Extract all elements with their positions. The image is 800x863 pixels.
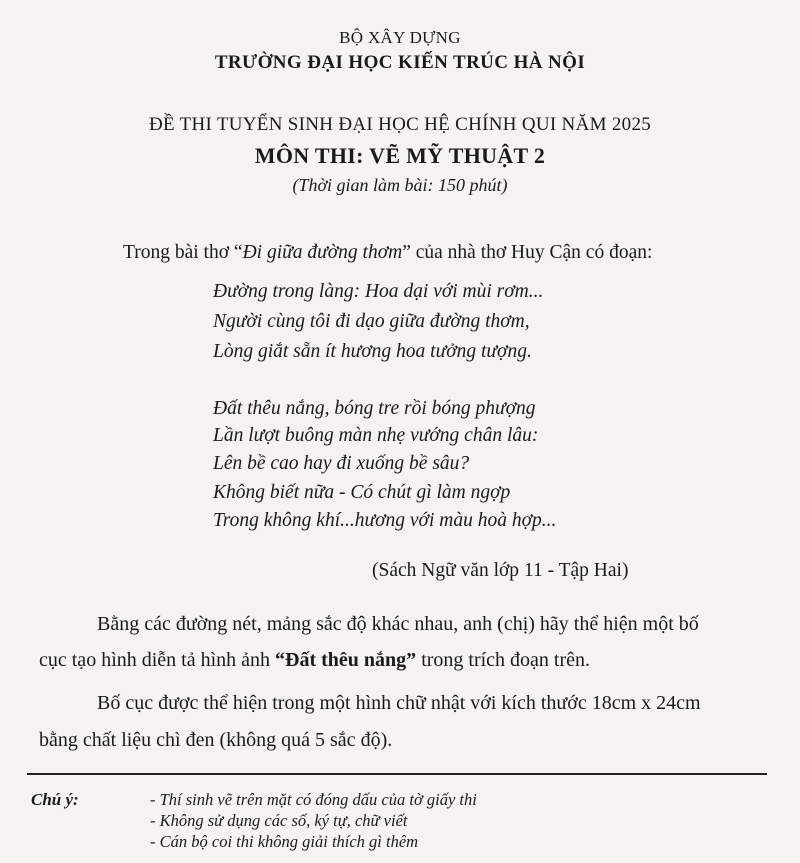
task-text: trong trích đoạn trên.: [416, 649, 591, 671]
task-paragraph-2-line-2: bằng chất liệu chì đen (không quá 5 sắc độ).: [39, 729, 393, 751]
poem-line: Lên bề cao hay đi xuống bề sâu?: [213, 453, 470, 474]
exam-subject: MÔN THI: VẼ MỸ THUẬT 2: [254, 143, 546, 168]
intro-suffix: ” của nhà thơ Huy Cận có đoạn:: [402, 242, 653, 263]
task-paragraph-2-line-1: Bố cục được thể hiện trong một hình chữ nhật với kích thước 18cm x 24cm: [97, 692, 701, 714]
intro-prefix: Trong bài thơ “: [123, 242, 243, 263]
poem-line: Đường trong làng: Hoa dại với mùi rơm...: [213, 281, 544, 302]
poem-line: Trong không khí...hương với màu hoà hợp...: [213, 510, 557, 531]
poem-title: Đi giữa đường thơm: [242, 242, 403, 263]
poem-line: Lần lượt buông màn nhẹ vướng chân lâu:: [213, 425, 539, 446]
poem-line: Lòng giắt sẵn ít hương hoa tưởng tượng.: [213, 341, 532, 362]
note-item: - Cán bộ coi thi không giải thích gì thêm: [150, 832, 419, 851]
divider: [27, 773, 767, 775]
task-paragraph-1-line-1: Bằng các đường nét, mảng sắc độ khác nhau, anh (chị) hãy thể hiện một bố: [97, 613, 699, 635]
ministry-name: BỘ XÂY DỰNG: [339, 28, 461, 47]
note-item: - Không sử dụng các số, ký tự, chữ viết: [150, 811, 408, 830]
poem-source: (Sách Ngữ văn lớp 11 - Tập Hai): [372, 560, 629, 581]
task-paragraph-1-line-2: [39, 649, 590, 672]
exam-duration: (Thời gian làm bài: 150 phút): [292, 175, 508, 195]
poem-line: Không biết nữa - Có chút gì làm ngợp: [213, 482, 511, 503]
task-text: cục tạo hình diễn tả hình ảnh: [39, 649, 276, 671]
intro-line: [123, 242, 652, 264]
note-label: Chú ý:: [31, 790, 79, 809]
note-item: - Thí sinh vẽ trên mặt có đóng dấu của tờ giấy thi: [150, 790, 477, 809]
exam-title: ĐỀ THI TUYỂN SINH ĐẠI HỌC HỆ CHÍNH QUI NĂM 2025: [148, 114, 652, 135]
poem-line: Người cùng tôi đi dạo giữa đường thơm,: [213, 311, 530, 332]
task-highlight: “Đất thêu nắng”: [275, 649, 417, 671]
poem-line: Đất thêu nắng, bóng tre rồi bóng phượng: [213, 398, 536, 419]
school-name: TRƯỜNG ĐẠI HỌC KIẾN TRÚC HÀ NỘI: [214, 52, 586, 73]
